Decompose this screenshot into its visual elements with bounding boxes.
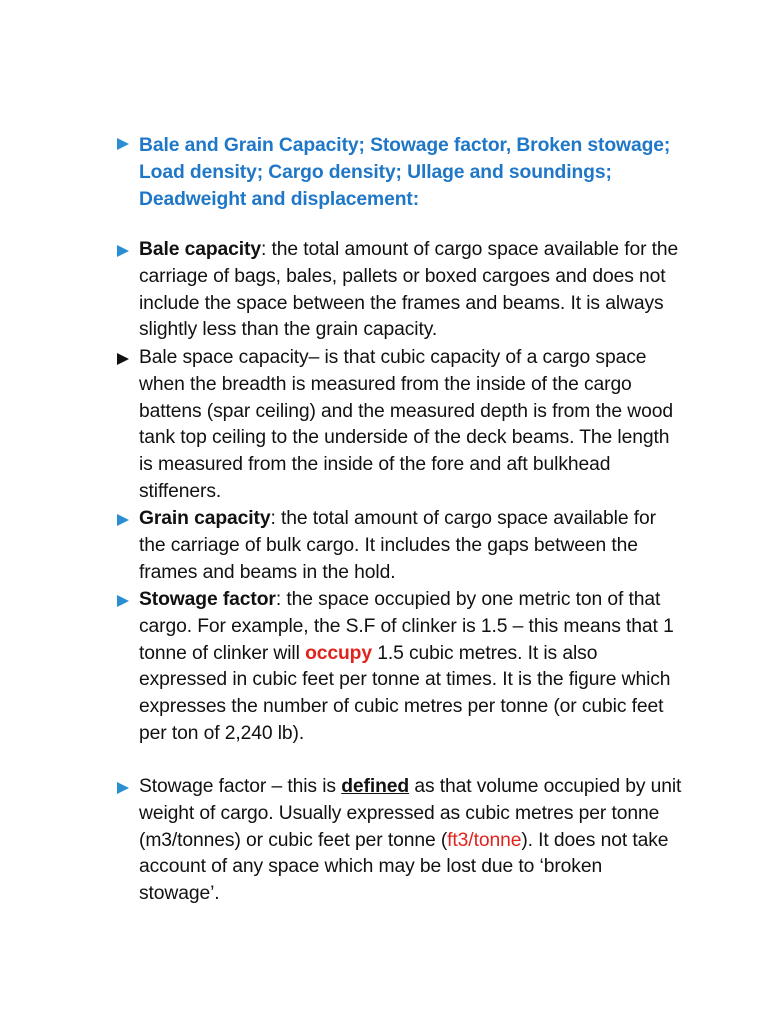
triangle-right-icon [117, 514, 129, 526]
unit-text: ft3/tonne [447, 829, 522, 851]
body-text: Stowage factor – this is [139, 776, 342, 797]
list-item-text [139, 587, 684, 748]
body-text: ). It does not take account of any space which may be lost due to ‘broken stowage’. [139, 829, 669, 905]
body-text: as that volume occupied by unit weight of cargo. Usually expressed as cubic metres per tonne (m3/tonnes) or cubic feet per tonne ( [139, 776, 682, 851]
body-text: : the space occupied by one metric ton of that cargo. For example, the S.F of clinker is 1.5 – this means that 1 tonne of clinker will [139, 589, 674, 664]
body-text: 1.5 cubic metres. It is also expressed in cubic feet per tonne at times. It is the figure which expresses the number of cubic metres per tonne (or cubic feet per ton of 2,240 lb). [139, 642, 671, 744]
term-label: Bale capacity [139, 239, 261, 260]
list-item-text [139, 506, 684, 586]
term-label: Stowage factor [139, 589, 276, 610]
triangle-right-icon [117, 245, 129, 257]
triangle-right-icon [117, 595, 129, 607]
body-text: : the total amount of cargo space available for the carriage of bags, bales, pallets or boxed cargoes and does not include the space between the frames and beams. It is always slightly less than the grain capacity. [139, 239, 679, 341]
heading-text: Bale and Grain Capacity; Stowage factor, Broken stowage; Load density; Cargo density; Ullage and soundings; Deadweight and displacement: [139, 135, 671, 210]
list-item-text [139, 774, 684, 908]
triangle-right-icon [117, 353, 129, 365]
body-text: : the total amount of cargo space available for the carriage of bulk cargo. It includes the gaps between the frames and beams in the hold. [139, 508, 656, 583]
list-item-text [139, 345, 684, 506]
triangle-right-icon [117, 138, 129, 150]
triangle-right-icon [117, 782, 129, 794]
body-text: Bale space capacity– is that cubic capacity of a cargo space when the breadth is measured from the inside of the cargo battens (spar ceiling) and the measured depth is from the wood tank top ceiling to the underside of the deck beams. The length is measured from the inside of the fore and aft bulkhead stiffeners. [139, 347, 673, 502]
list-item-text [139, 237, 684, 344]
emphasis-word: defined [341, 776, 410, 797]
highlight-word: occupy [305, 642, 372, 664]
term-label: Grain capacity [139, 508, 271, 529]
